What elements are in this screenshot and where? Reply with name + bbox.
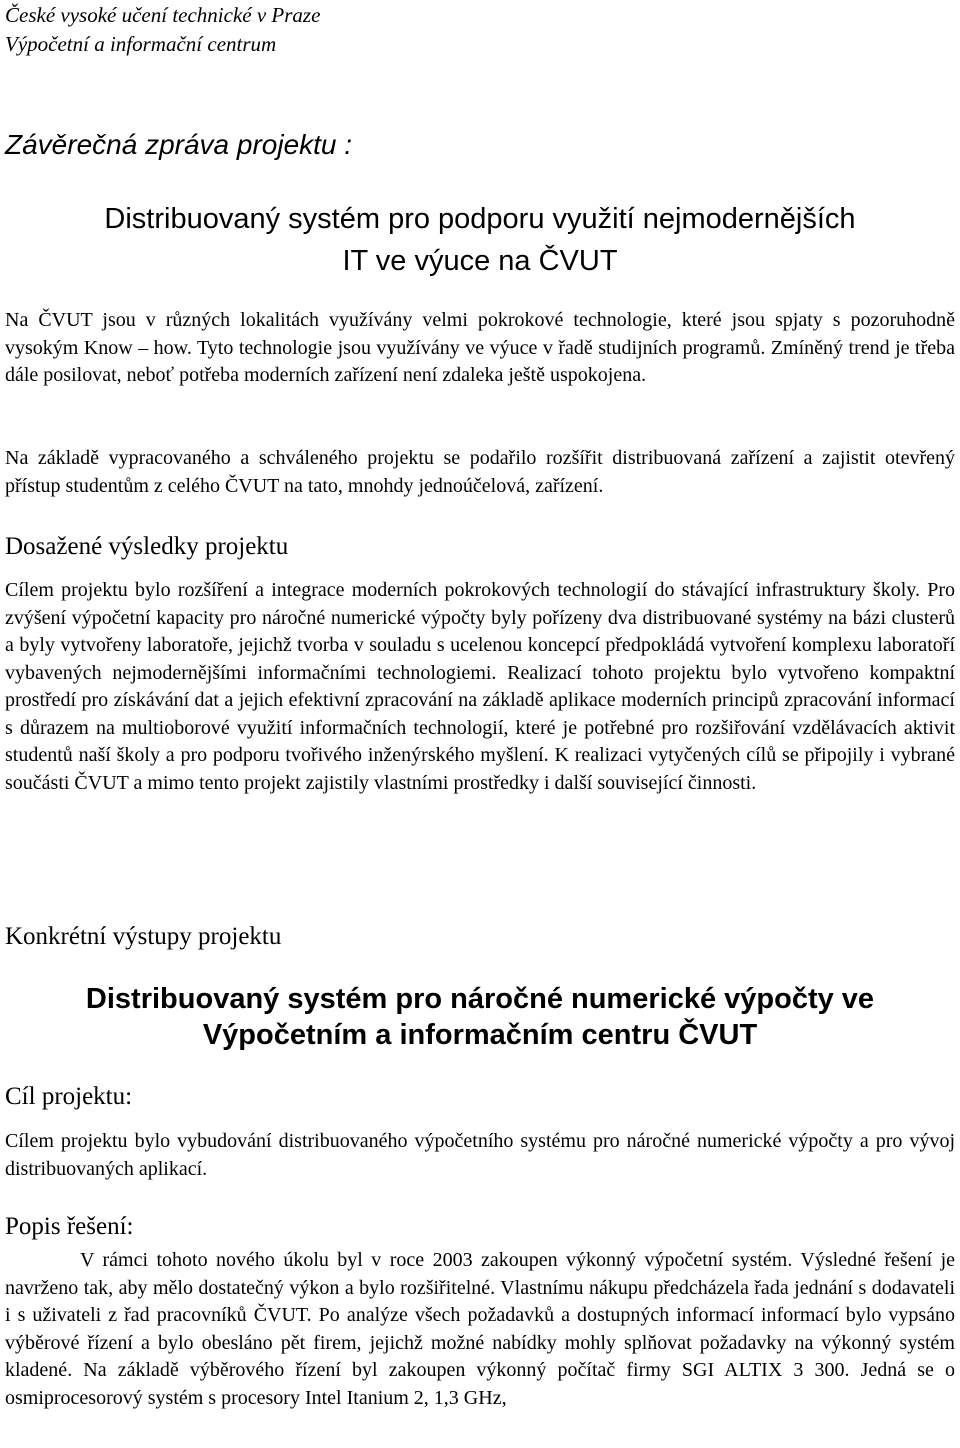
project-title-line-2: IT ve výuce na ČVUT (342, 245, 618, 277)
solution-text: V rámci tohoto nového úkolu byl v roce 2003 zakoupen výkonný výpočetní systém. Výsledné řešení je navrženo tak, aby mělo dostatečný výkon a bylo rozšiřitelné. Vlastnímu nákupu předcházela řada jednání s dodavateli i s uživateli z řad pracovníků ČVUT. Po analýze všech požadavků a dostupných informací informací bylo vypsáno výběrové řízení a bylo obesláno pět firem, jejichž možné nabídky mohly splňovat požadavky na výkonný systém kladené. Na základě výběrového řízení byl zakoupen výkonný počítač firmy SGI ALTIX 3 300. Jedná se o osmiprocesorový systém s procesory Intel Itanium 2, 1,3 GHz, (5, 1249, 955, 1409)
outputs-heading: Konkrétní výstupy projektu (5, 923, 282, 950)
intro-paragraph-1: Na ČVUT jsou v různých lokalitách využívány velmi pokrokové technologie, které jsou spjaty s pozoruhodně vysokým Know – how. Tyto technologie jsou využívány ve výuce v řadě studijních programů. Zmíněný trend je třeba dále posilovat, neboť potřeba moderních zařízení není zdaleka ještě uspokojena. (5, 309, 955, 386)
system-title-line-2: Výpočetním a informačním centru ČVUT (202, 1019, 758, 1051)
institution-name: České vysoké učení technické v Praze (5, 3, 321, 27)
results-paragraph: Cílem projektu bylo rozšíření a integrace moderních pokrokových technologií do stávající infrastruktury školy. Pro zvýšení výpočetní kapacity pro náročné numerické výpočty byly pořízeny dva distribuované systémy na bázi clusterů a byly vytvořeny laboratoře, jejichž tvorba v souladu s ucelenou koncepcí předpokládá vytvoření komplexu laboratoří vybavených nejmodernějšími informačními technologiemi. Realizací tohoto projektu bylo vytvořeno kompaktní prostředí pro získávání dat a jejich efektivní zpracování na základě aplikace moderních principů zpracování informací s důrazem na multioborové využití informačních technologií, které je potřebné pro rozšiřování vzdělávacích aktivit studentů naší školy a pro podporu tvořivého inženýrského myšlení. K realizaci vytyčených cílů se připojily i vybrané součásti ČVUT a mimo tento projekt zajistily vlastními prostředky i další související činnosti. (5, 579, 955, 794)
results-heading: Dosažené výsledky projektu (5, 533, 289, 560)
goal-paragraph: Cílem projektu bylo vybudování distribuovaného výpočetního systému pro náročné numerické výpočty a pro vývoj distribuovaných aplikací. (5, 1130, 955, 1180)
project-title-line-1: Distribuovaný systém pro podporu využití nejmodernějších (104, 203, 856, 235)
solution-paragraph (5, 1247, 955, 1412)
intro-paragraph-2: Na základě vypracovaného a schváleného projektu se podařilo rozšířit distribuovaná zařízení a zajistit otevřený přístup studentům z celého ČVUT na tato, mnohdy jednoúčelová, zařízení. (5, 447, 955, 497)
solution-heading: Popis řešení: (5, 1213, 134, 1240)
goal-heading: Cíl projektu: (5, 1083, 133, 1110)
system-title-line-1: Distribuovaný systém pro náročné numerické výpočty ve (85, 983, 875, 1015)
department-name: Výpočetní a informační centrum (5, 32, 277, 56)
report-title: Závěrečná zpráva projektu : (5, 129, 353, 160)
